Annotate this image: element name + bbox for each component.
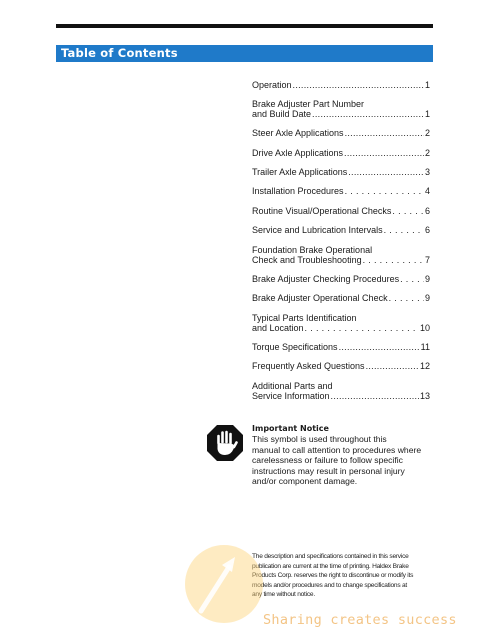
notice-body: This symbol is used throughout this manual to call attention to procedures where carelessness or failure to follow specific instructions may result in personal injury and/or component damage. bbox=[252, 434, 422, 486]
toc-entry-title: Check and Troubleshooting bbox=[252, 255, 362, 265]
page-title: Table of Contents bbox=[61, 46, 178, 60]
toc-page-number: 3 bbox=[424, 167, 430, 177]
toc-entry-title: Installation Procedures bbox=[252, 186, 344, 196]
dot-leader bbox=[312, 109, 424, 119]
toc-page-number: 6 bbox=[424, 206, 430, 216]
toc-item-checking-procedures[interactable] bbox=[252, 274, 430, 284]
dot-leader bbox=[331, 391, 419, 401]
toc-item-trailer-axle[interactable] bbox=[252, 167, 430, 177]
toc-page-number: 13 bbox=[419, 391, 430, 401]
toc-entry-title: Brake Adjuster Part Number bbox=[252, 99, 365, 109]
toc-entry-title: Brake Adjuster Operational Check bbox=[252, 293, 388, 303]
dot-leader bbox=[305, 323, 419, 333]
toc-item-part-number[interactable] bbox=[252, 99, 430, 119]
toc-entry-title: and Build Date bbox=[252, 109, 312, 119]
toc-item-parts-identification[interactable] bbox=[252, 313, 430, 333]
dot-leader bbox=[363, 255, 424, 265]
toc-entry-title: and Location bbox=[252, 323, 304, 333]
toc-page-number: 10 bbox=[419, 323, 430, 333]
toc-page-number: 1 bbox=[424, 109, 430, 119]
toc-entry-title: Torque Specifications bbox=[252, 342, 338, 352]
toc-page-number: 4 bbox=[424, 186, 430, 196]
toc-page-number: 2 bbox=[424, 148, 430, 158]
toc-item-additional-parts[interactable] bbox=[252, 381, 430, 401]
toc-entry-title: Drive Axle Applications bbox=[252, 148, 344, 158]
disclaimer-text: The description and specifications contained in this service publication are current at the time of printing. Haldex Brake Products Corp. reserves the right to discontinue or modify its models and/or procedures and to change specifications at any time without notice. bbox=[252, 553, 414, 598]
dot-leader bbox=[345, 128, 424, 138]
dot-leader bbox=[348, 167, 424, 177]
watermark-slogan: Sharing creates success bbox=[263, 612, 457, 628]
dot-leader bbox=[366, 361, 419, 371]
toc-item-installation[interactable] bbox=[252, 186, 430, 196]
toc-item-steer-axle[interactable] bbox=[252, 128, 430, 138]
toc-entry-title: Trailer Axle Applications bbox=[252, 167, 348, 177]
toc-item-routine-checks[interactable] bbox=[252, 206, 430, 216]
toc-item-drive-axle[interactable] bbox=[252, 148, 430, 158]
toc-entry-title: Operation bbox=[252, 80, 292, 90]
toc-entry-title: Typical Parts Identification bbox=[252, 313, 357, 323]
toc-page-number: 1 bbox=[424, 80, 430, 90]
toc-entry-title: Additional Parts and bbox=[252, 381, 333, 391]
dot-leader bbox=[339, 342, 420, 352]
toc-item-service-intervals[interactable] bbox=[252, 225, 430, 235]
toc-item-operation[interactable] bbox=[252, 80, 430, 90]
dot-leader bbox=[344, 148, 424, 158]
dot-leader bbox=[400, 274, 424, 284]
notice-heading: Important Notice bbox=[252, 424, 329, 433]
hand-stop-icon bbox=[206, 424, 244, 462]
watermark-arrow-icon bbox=[185, 545, 263, 623]
dot-leader bbox=[345, 186, 424, 196]
toc-page-number: 9 bbox=[424, 274, 430, 284]
toc-page-number: 11 bbox=[420, 342, 430, 352]
toc-entry-title: Service Information bbox=[252, 391, 330, 401]
toc-page-number: 7 bbox=[424, 255, 430, 265]
watermark-logo bbox=[185, 545, 263, 623]
toc-page-number: 2 bbox=[424, 128, 430, 138]
section-header-bar bbox=[56, 45, 433, 62]
dot-leader bbox=[389, 293, 424, 303]
toc-item-torque-specifications[interactable] bbox=[252, 342, 430, 352]
toc-item-faq[interactable] bbox=[252, 361, 430, 371]
toc-item-foundation-brake[interactable] bbox=[252, 245, 430, 265]
toc-page-number: 12 bbox=[419, 361, 430, 371]
toc-page-number: 9 bbox=[424, 293, 430, 303]
toc-entry-title: Brake Adjuster Checking Procedures bbox=[252, 274, 400, 284]
dot-leader bbox=[392, 206, 424, 216]
dot-leader bbox=[384, 225, 424, 235]
toc-entry-title: Foundation Brake Operational bbox=[252, 245, 373, 255]
toc-entry-title: Frequently Asked Questions bbox=[252, 361, 365, 371]
toc-entry-title: Routine Visual/Operational Checks bbox=[252, 206, 392, 216]
toc-entry-title: Steer Axle Applications bbox=[252, 128, 344, 138]
toc-item-operational-check[interactable] bbox=[252, 293, 430, 303]
top-rule bbox=[56, 24, 433, 28]
toc-entry-title: Service and Lubrication Intervals bbox=[252, 225, 383, 235]
toc-page-number: 6 bbox=[424, 225, 430, 235]
dot-leader bbox=[293, 80, 424, 90]
